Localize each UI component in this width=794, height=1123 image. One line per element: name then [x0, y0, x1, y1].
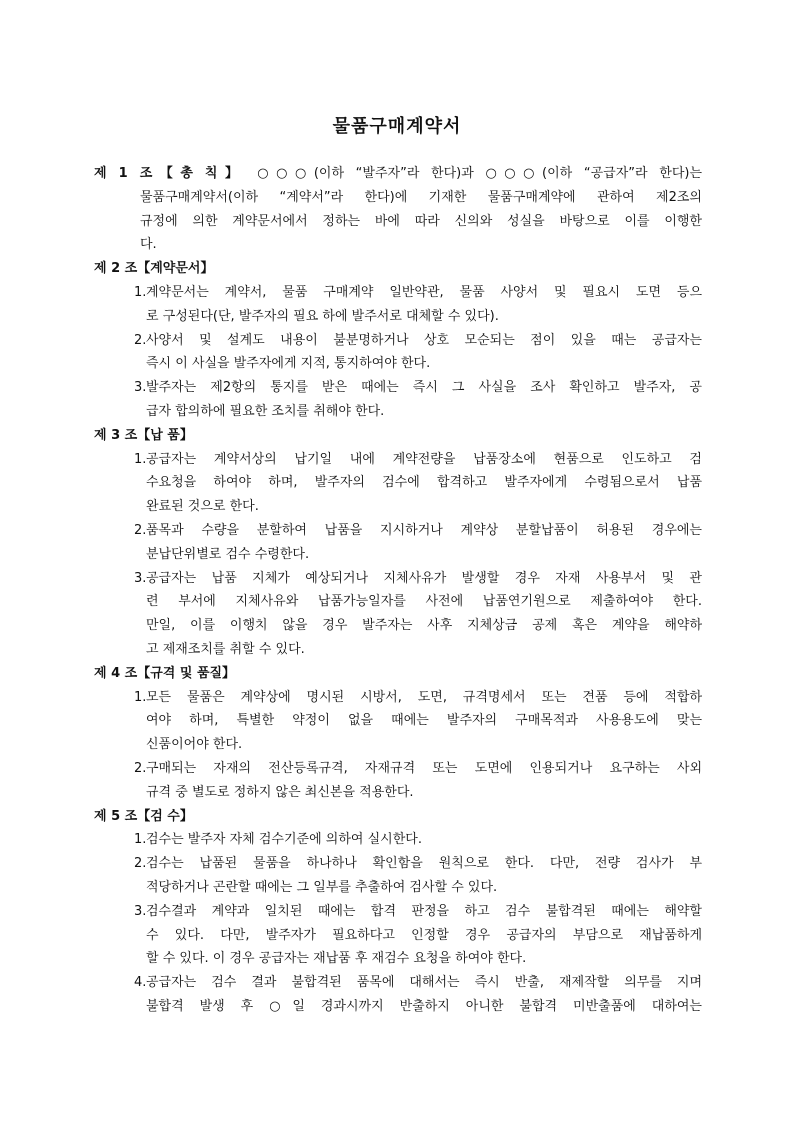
article-3-heading: 제 3 조【납 품】	[94, 427, 193, 443]
article-5-item-4	[94, 971, 702, 1019]
item-number: 2.	[134, 332, 147, 348]
item-number: 2.	[134, 856, 147, 872]
item-text: 사양서 및 설계도 내용이 불분명하거나 상호 모순되는 점이 있을 때는 공급자는	[146, 332, 702, 348]
item-text: 공급자는 계약서상의 납기일 내에 계약전량을 납품장소에 현품으로 인도하고 검	[146, 451, 702, 467]
item-text: 로 구성된다(단, 발주자의 필요 하에 발주서로 대체할 수 있다).	[146, 308, 499, 324]
item-text: 계약문서는 계약서, 물품 구매계약 일반약관, 물품 사양서 및 필요시 도면 등으	[146, 284, 702, 300]
item-number: 3.	[134, 903, 147, 919]
article-1-text: ○○○(이하 “발주자”라 한다)과 ○○○(이하 “공급자”라 한다)는	[257, 166, 702, 181]
item-number: 1.	[134, 284, 147, 300]
item-text: 수 있다. 다만, 발주자가 필요하다고 인정할 경우 공급자의 부담으로 재납품하게	[146, 927, 702, 943]
item-text: 분납단위별로 검수 수령한다.	[146, 546, 310, 562]
item-number: 2.	[134, 522, 147, 538]
article-3-item-2	[94, 519, 702, 567]
article-1-text: 규정에 의한 계약문서에서 정하는 바에 따라 신의와 성실을 바탕으로 이를 이행한	[140, 213, 702, 229]
article-3-item-1	[94, 448, 702, 519]
item-text: 검수는 발주자 자체 검수기준에 의하여 실시한다.	[146, 832, 422, 848]
article-3	[94, 424, 702, 662]
article-2-item-3	[94, 376, 702, 424]
item-text: 적당하거나 곤란할 때에는 그 일부를 추출하여 검사할 수 있다.	[146, 879, 498, 895]
item-number: 1.	[134, 689, 147, 705]
article-1-first-line	[94, 162, 702, 186]
article-2-heading: 제 2 조【계약문서】	[94, 261, 214, 277]
article-2-item-1	[94, 281, 702, 329]
article-1-heading: 제 1 조【총 칙】	[94, 166, 246, 181]
item-text: 여야 하며, 특별한 약정이 없을 때에는 발주자의 구매목적과 사용용도에 맞는	[146, 713, 702, 729]
article-5-item-1	[94, 828, 702, 852]
item-text: 급자 합의하에 필요한 조치를 취해야 한다.	[146, 403, 385, 419]
item-text: 공급자는 검수 결과 불합격된 품목에 대해서는 즉시 반출, 재제작할 의무를 지며	[146, 975, 702, 991]
article-5-item-2	[94, 852, 702, 900]
item-number: 1.	[134, 832, 147, 848]
contract-body	[94, 162, 702, 1019]
article-4-item-2	[94, 757, 702, 805]
article-5-item-3	[94, 900, 702, 971]
item-text: 신품이어야 한다.	[146, 737, 243, 753]
article-2-item-2	[94, 329, 702, 377]
article-1-text: 다.	[140, 237, 157, 253]
item-text: 불합격 발생 후 ○일 경과시까지 반출하지 아니한 불합격 미반출품에 대하여는	[146, 998, 702, 1014]
item-text: 련 부서에 지체사유와 납품가능일자를 사전에 납품연기원으로 제출하여야 한다.	[146, 594, 702, 610]
item-text: 수요청을 하여야 하며, 발주자의 검수에 합격하고 발주자에게 수령됨으로서 납품	[146, 475, 702, 491]
item-text: 규격 중 별도로 정하지 않은 최신본을 적용한다.	[146, 784, 414, 800]
article-5-heading: 제 5 조【검 수】	[94, 808, 193, 824]
item-text: 만일, 이를 이행치 않을 경우 발주자는 사후 지체상금 공제 혹은 계약을 해약하	[146, 618, 702, 634]
item-text: 검수결과 계약과 일치된 때에는 합격 판정을 하고 검수 불합격된 때에는 해약할	[146, 903, 702, 919]
item-number: 3.	[134, 380, 147, 396]
article-2	[94, 257, 702, 424]
item-text: 검수는 납품된 물품을 하나하나 확인함을 원칙으로 한다. 다만, 전량 검사가 부	[146, 856, 702, 872]
article-3-item-3	[94, 567, 702, 662]
item-text: 구매되는 자재의 전산등록규격, 자재규격 또는 도면에 인용되거나 요구하는 사외	[146, 760, 702, 776]
document-title: 물품구매계약서	[332, 116, 462, 137]
item-text: 고 제재조치를 취할 수 있다.	[146, 641, 305, 657]
item-text: 완료된 것으로 한다.	[146, 499, 259, 515]
item-number: 2.	[134, 760, 147, 776]
article-4-item-1	[94, 686, 702, 757]
item-text: 공급자는 납품 지체가 예상되거나 지체사유가 발생할 경우 자재 사용부서 및 관	[146, 570, 702, 586]
item-text: 할 수 있다. 이 경우 공급자는 재납품 후 재검수 요청을 하여야 한다.	[146, 951, 527, 967]
article-4	[94, 662, 702, 805]
item-text: 모든 물품은 계약상에 명시된 시방서, 도면, 규격명세서 또는 견품 등에 적합하	[146, 689, 702, 705]
item-number: 4.	[134, 975, 147, 991]
item-text: 발주자는 제2항의 통지를 받은 때에는 즉시 그 사실을 조사 확인하고 발주자, 공	[146, 380, 702, 396]
article-1-text: 물품구매계약서(이하 “계약서”라 한다)에 기재한 물품구매계약에 관하여 제2조의	[140, 189, 702, 205]
article-1	[94, 162, 702, 257]
item-number: 3.	[134, 570, 147, 586]
item-text: 품목과 수량을 분할하여 납품을 지시하거나 계약상 분할납품이 허용된 경우에는	[146, 522, 702, 538]
article-4-heading: 제 4 조【규격 및 품질】	[94, 665, 236, 681]
item-number: 1.	[134, 451, 147, 467]
item-text: 즉시 이 사실을 발주자에게 지적, 통지하여야 한다.	[146, 356, 431, 372]
article-5	[94, 805, 702, 1019]
